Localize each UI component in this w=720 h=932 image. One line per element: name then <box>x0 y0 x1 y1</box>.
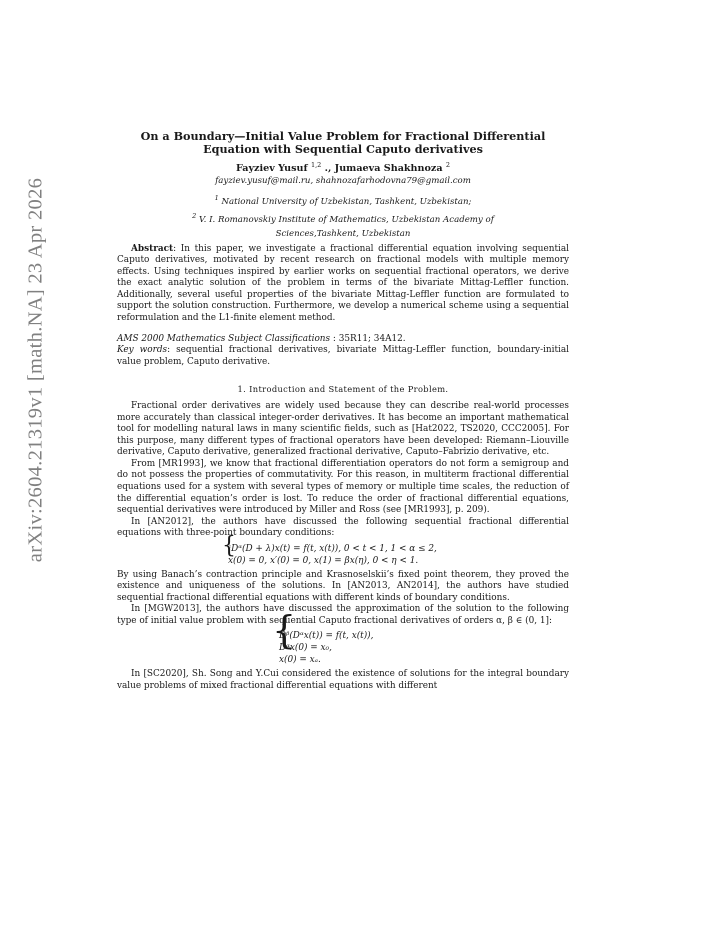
authors <box>117 161 569 174</box>
abstract-text: : In this paper, we investigate a fractional differential equation involving sequential Caputo derivatives, motivated by recent research on fractional models with multiple memory effects. Using techniques inspired by earlier works on sequential fractional operators, we derive the exact analytic solution of the problem in terms of the bivariate Mittag-Leffler function. Additionally, several useful properties of the bivariate Mittag-Leffler function are formulated to support the solution construction. Furthermore, we develop a numerical scheme using a sequential reformulation and the L1-finite element method. <box>117 243 569 323</box>
equation-1-line-2: x(0) = 0, x′(0) = 0, x(1) = βx(η), 0 < η < 1. <box>228 555 419 566</box>
title-line-2: Equation with Sequential Caputo derivatives <box>203 142 483 157</box>
affiliation-2-mark: 2 <box>192 211 197 220</box>
equation-2-line-1: Dᵝ(Dᵅx(t)) = f(t, x(t)), <box>279 631 374 642</box>
section-heading: 1. Introduction and Statement of the Problem. <box>237 384 449 395</box>
key-words-value: : sequential fractional derivatives, bivariate Mittag-Leffler function, boundary-initial value problem, Caputo derivative. <box>117 345 569 367</box>
title-line-1: On a Boundary—Initial Value Problem for Fractional Differential <box>140 129 546 143</box>
paragraph-5: In [MGW2013], the authors have discussed the approximation of the solution to the following type of initial value problem with sequential Caputo fractional derivatives of orders α, β ∈ (0, 1]: <box>117 604 569 626</box>
equation-1 <box>117 532 569 567</box>
author-1: Fayziev Yusuf <box>235 163 311 174</box>
key-words <box>117 345 569 368</box>
paper-title <box>117 130 569 157</box>
paragraph-4: By using Banach’s contraction principle and Krasnoselskii’s fixed point theorem, they proved the existence and uniqueness of the solutions. In [AN2013, AN2014], the authors have studied sequential fractional differential equations with different kinds of boundary conditions. <box>117 569 569 603</box>
author-1-affiliation: 1,2 <box>310 160 322 169</box>
equation-2-line-3: x(0) = xₐ. <box>279 655 321 666</box>
author-2-affiliation: 2 <box>445 160 451 169</box>
msc-value: : 35R11; 34A12. <box>330 333 406 344</box>
affiliation-2-cont: Sciences,Tashkent, Uzbekistan <box>275 228 411 239</box>
paragraph-3: In [AN2012], the authors have discussed the following sequential fractional differential equations with three-point boundary conditions: <box>117 516 569 539</box>
affiliation-1-text: National University of Uzbekistan, Tashkent, Uzbekistan; <box>218 196 472 207</box>
msc-classification <box>117 334 569 346</box>
abstract <box>117 244 569 325</box>
affiliations <box>117 192 569 240</box>
equation-2-line-2: Dᵅx(0) = x₀, <box>279 643 332 654</box>
arxiv-sidebar <box>0 0 70 932</box>
paper-page <box>117 130 569 693</box>
author-emails: fayziev.yusuf@mail.ru, shahnozafarhodovna79@gmail.com <box>215 176 471 186</box>
equation-1-line-1: ᶜDᵅ(D + λ)x(t) = f(t, x(t)), 0 < t < 1, 1 < α ≤ 2, <box>228 543 437 554</box>
equation-1-brace: { <box>222 532 236 559</box>
msc-label: AMS 2000 Mathematics Subject Classifications <box>117 333 331 344</box>
affiliation-1-mark: 1 <box>214 194 219 202</box>
paragraph-2: From [MR1993], we know that fractional differentiation operators do not form a semigroup and do not possess the properties of commutativity. For this reason, in multiterm fractional differential equations used for a system with several types of memory or multiple time scales, the reduction of the differential equation’s order is lost. To reduce the order of fractional differential equations, sequential derivatives were introduced by Miller and Ross (see [MR1993], p. 209). <box>117 458 569 516</box>
affiliation-2 <box>117 210 569 226</box>
key-words-label: Key words <box>117 345 168 356</box>
arxiv-identifier: arXiv:2604.21319v1 [math.NA] 23 Apr 2026 <box>24 177 47 563</box>
abstract-label: Abstract <box>131 243 174 254</box>
affiliation-1 <box>117 192 569 208</box>
paragraph-6: In [SC2020], Sh. Song and Y.Cui considered the existence of solutions for the integral boundary value problems of mixed fractional differential equations with different <box>117 669 569 692</box>
affiliation-2-text: V. I. Romanovskiy Institute of Mathematics, Uzbekistan Academy of <box>196 214 494 225</box>
equation-2-brace: { <box>272 608 297 653</box>
paragraph-1: Fractional order derivatives are widely used because they can describe real-world processes more accurately than classical integer-order derivatives. It has become an important mathematical tool for modelling natural laws in many scientific fields, such as [Hat2022, TS2020, CCC2005]. For this purpose, many different types of fractional operators have been developed: Riemann–Liouville derivative, Caputo derivative, generalized fractional derivative, Caputo–Fabrizio derivative, etc. <box>117 401 569 458</box>
author-2: ., Jumaeva Shakhnoza <box>321 163 446 174</box>
